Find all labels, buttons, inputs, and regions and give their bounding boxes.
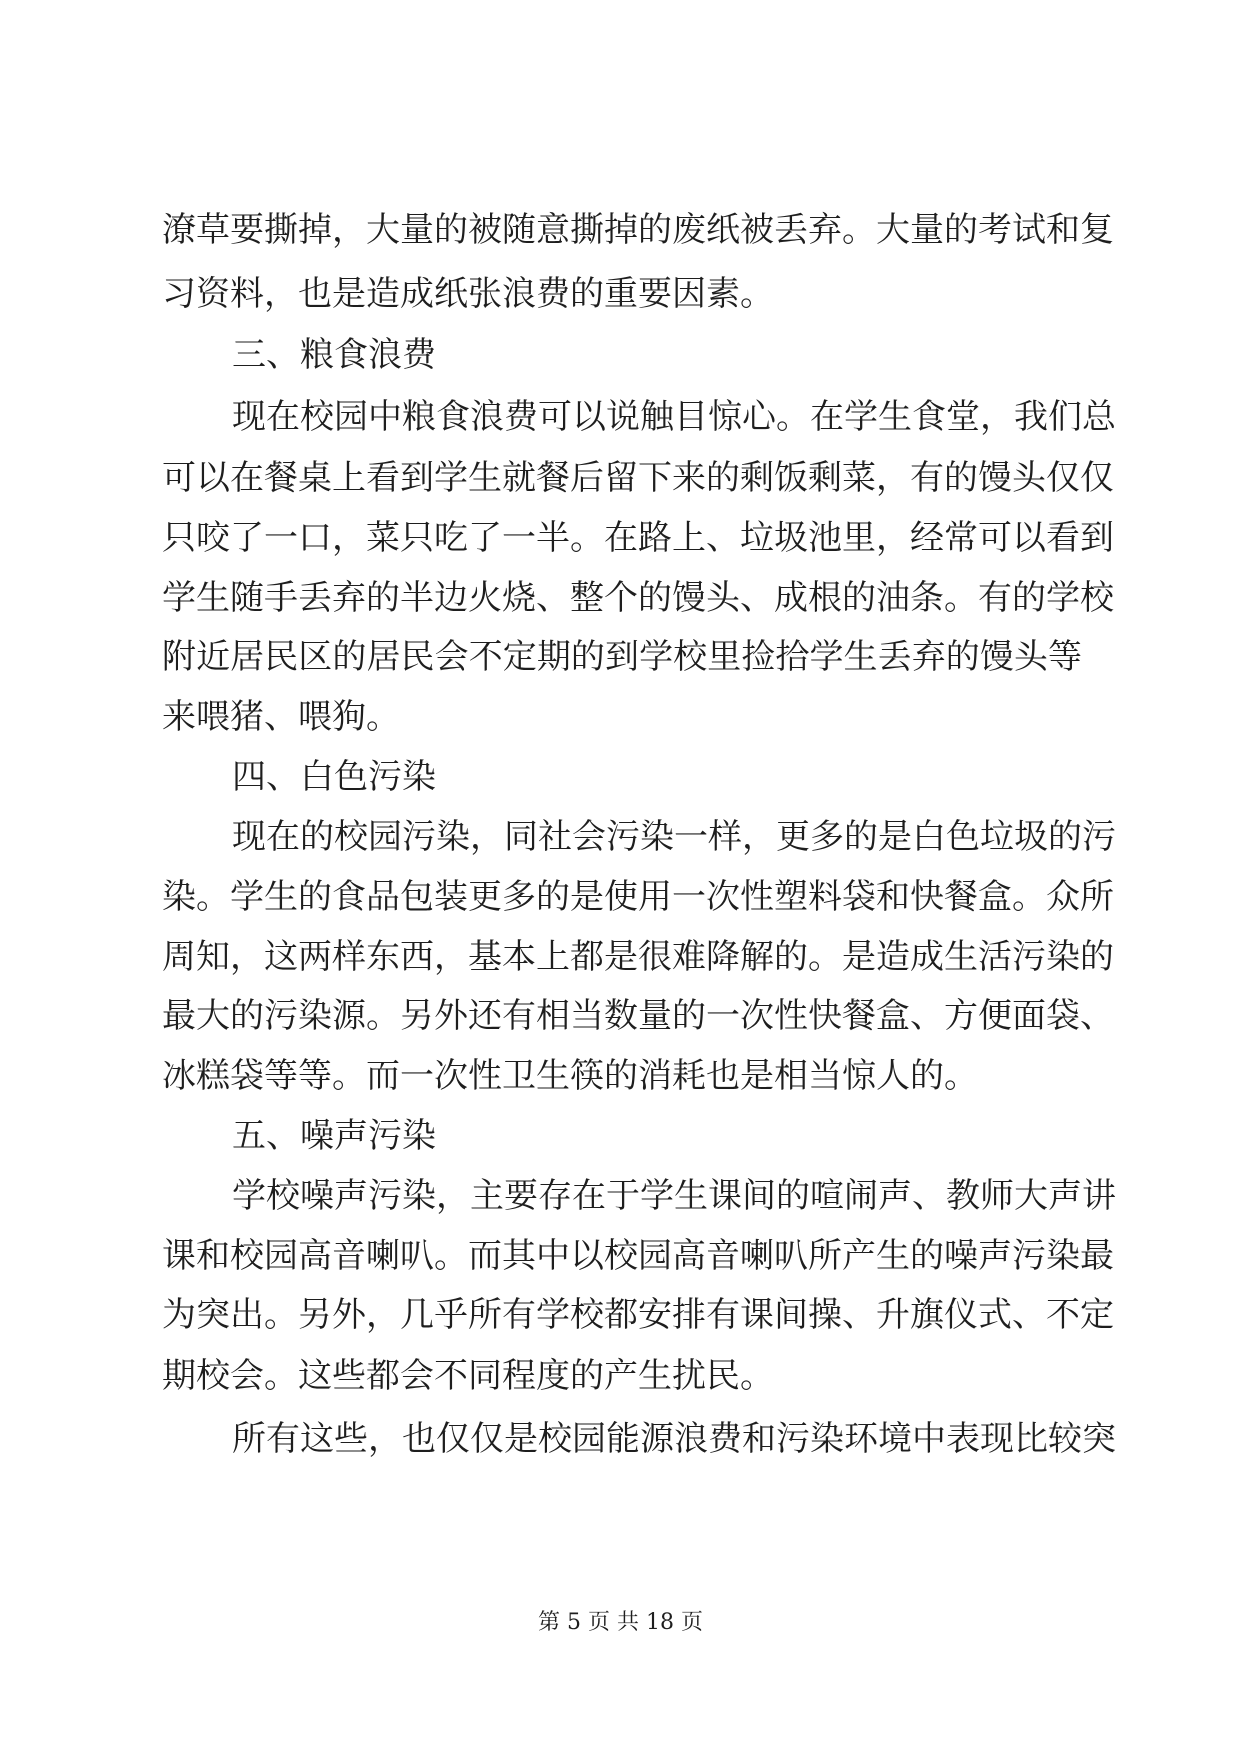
body-text-line: 冰糕袋等等。而一次性卫生筷的消耗也是相当惊人的。 — [162, 1056, 978, 1096]
body-text-line: 最大的污染源。另外还有相当数量的一次性快餐盒、方便面袋、 — [162, 996, 1114, 1036]
body-text-line: 现在校园中粮食浪费可以说触目惊心。在学生食堂，我们总 — [232, 397, 1116, 437]
page-footer: 第 5 页 共 18 页 — [538, 1610, 703, 1635]
section-heading: 五、噪声污染 — [232, 1116, 436, 1156]
body-text-line: 学校噪声污染，主要存在于学生课间的喧闹声、教师大声讲 — [232, 1176, 1116, 1216]
body-text-line: 学生随手丢弃的半边火烧、整个的馒头、成根的油条。有的学校 — [162, 578, 1114, 618]
body-text-line: 为突出。另外，几乎所有学校都安排有课间操、升旗仪式、不定 — [162, 1295, 1114, 1335]
body-text-line: 现在的校园污染，同社会污染一样，更多的是白色垃圾的污 — [232, 817, 1116, 857]
section-heading: 三、粮食浪费 — [232, 335, 436, 375]
body-text-line: 课和校园高音喇叭。而其中以校园高音喇叭所产生的噪声污染最 — [162, 1236, 1114, 1276]
body-text-line: 周知，这两样东西，基本上都是很难降解的。是造成生活污染的 — [162, 937, 1114, 977]
body-text-line: 染。学生的食品包装更多的是使用一次性塑料袋和快餐盒。众所 — [162, 877, 1114, 917]
section-heading: 四、白色污染 — [232, 757, 436, 797]
body-text-line: 可以在餐桌上看到学生就餐后留下来的剩饭剩菜，有的馒头仅仅 — [162, 458, 1114, 498]
body-text-line: 附近居民区的居民会不定期的到学校里捡拾学生丢弃的馒头等 — [162, 637, 1082, 677]
body-text-line: 习资料，也是造成纸张浪费的重要因素。 — [162, 274, 774, 314]
body-text-line: 所有这些，也仅仅是校园能源浪费和污染环境中表现比较突 — [232, 1419, 1116, 1459]
body-text-line: 只咬了一口，菜只吃了一半。在路上、垃圾池里，经常可以看到 — [162, 518, 1114, 558]
body-text-line: 来喂猪、喂狗。 — [162, 697, 400, 737]
body-text-line: 期校会。这些都会不同程度的产生扰民。 — [162, 1356, 774, 1396]
body-text-line: 潦草要撕掉，大量的被随意撕掉的废纸被丢弃。大量的考试和复 — [162, 210, 1114, 250]
